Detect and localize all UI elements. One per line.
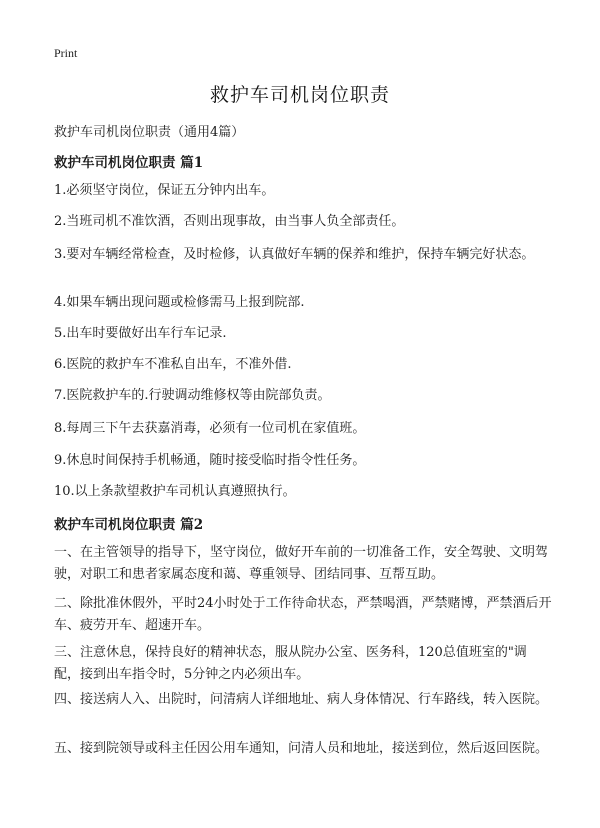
document-subtitle: 救护车司机岗位职责（通用4篇） [54, 125, 245, 140]
list-item: 6.医院的救护车不准私自出车，不准外借. [54, 357, 292, 372]
section-heading-1: 救护车司机岗位职责 篇1 [54, 155, 204, 171]
paragraph: 三、注意休息，保持良好的精神状态，服从院办公室、医务科，120总值班室的"调配，接到出车指令时，5分钟之内必须出车。 [54, 645, 527, 682]
list-item: 10.以上条款望救护车司机认真遵照执行。 [54, 484, 296, 499]
section-heading-2: 救护车司机岗位职责 篇2 [54, 517, 204, 533]
paragraph: 一、在主管领导的指导下，坚守岗位，做好开车前的一切准备工作，安全驾驶、文明驾驶，对职工和患者家属态度和蔼、尊重领导、团结同事、互帮互助。 [54, 545, 549, 582]
list-item: 4.如果车辆出现问题或检修需马上报到院部. [54, 295, 305, 310]
page-title: 救护车司机岗位职责 [209, 84, 390, 106]
list-item: 7.医院救护车的.行驶调动维修权等由院部负责。 [54, 388, 331, 403]
print-link[interactable]: Print [54, 46, 78, 60]
list-item: 5.出车时要做好出车行车记录. [54, 326, 227, 341]
paragraph: 五、接到院领导或科主任因公用车通知，问清人员和地址，接送到位，然后返回医院。 [54, 741, 549, 756]
list-item: 9.休息时间保持手机畅通，随时接受临时指令性任务。 [54, 453, 366, 468]
list-item: 2.当班司机不准饮酒，否则出现事故，由当事人负全部责任。 [54, 214, 405, 229]
list-item: 1.必须坚守岗位，保证五分钟内出车。 [54, 183, 275, 198]
paragraph: 四、接送病人入、出院时，问清病人详细地址、病人身体情况、行车路线，转入医院。 [54, 692, 549, 707]
paragraph: 二、除批准休假外，平时24小时处于工作待命状态，严禁喝酒，严禁赌博，严禁酒后开车、疲劳开车、超速开车。 [54, 596, 552, 633]
list-item: 8.每周三下午去获嘉消毒，必须有一位司机在家值班。 [54, 421, 366, 436]
list-item: 3.要对车辆经常检查，及时检修，认真做好车辆的保养和维护，保持车辆完好状态。 [54, 247, 535, 262]
